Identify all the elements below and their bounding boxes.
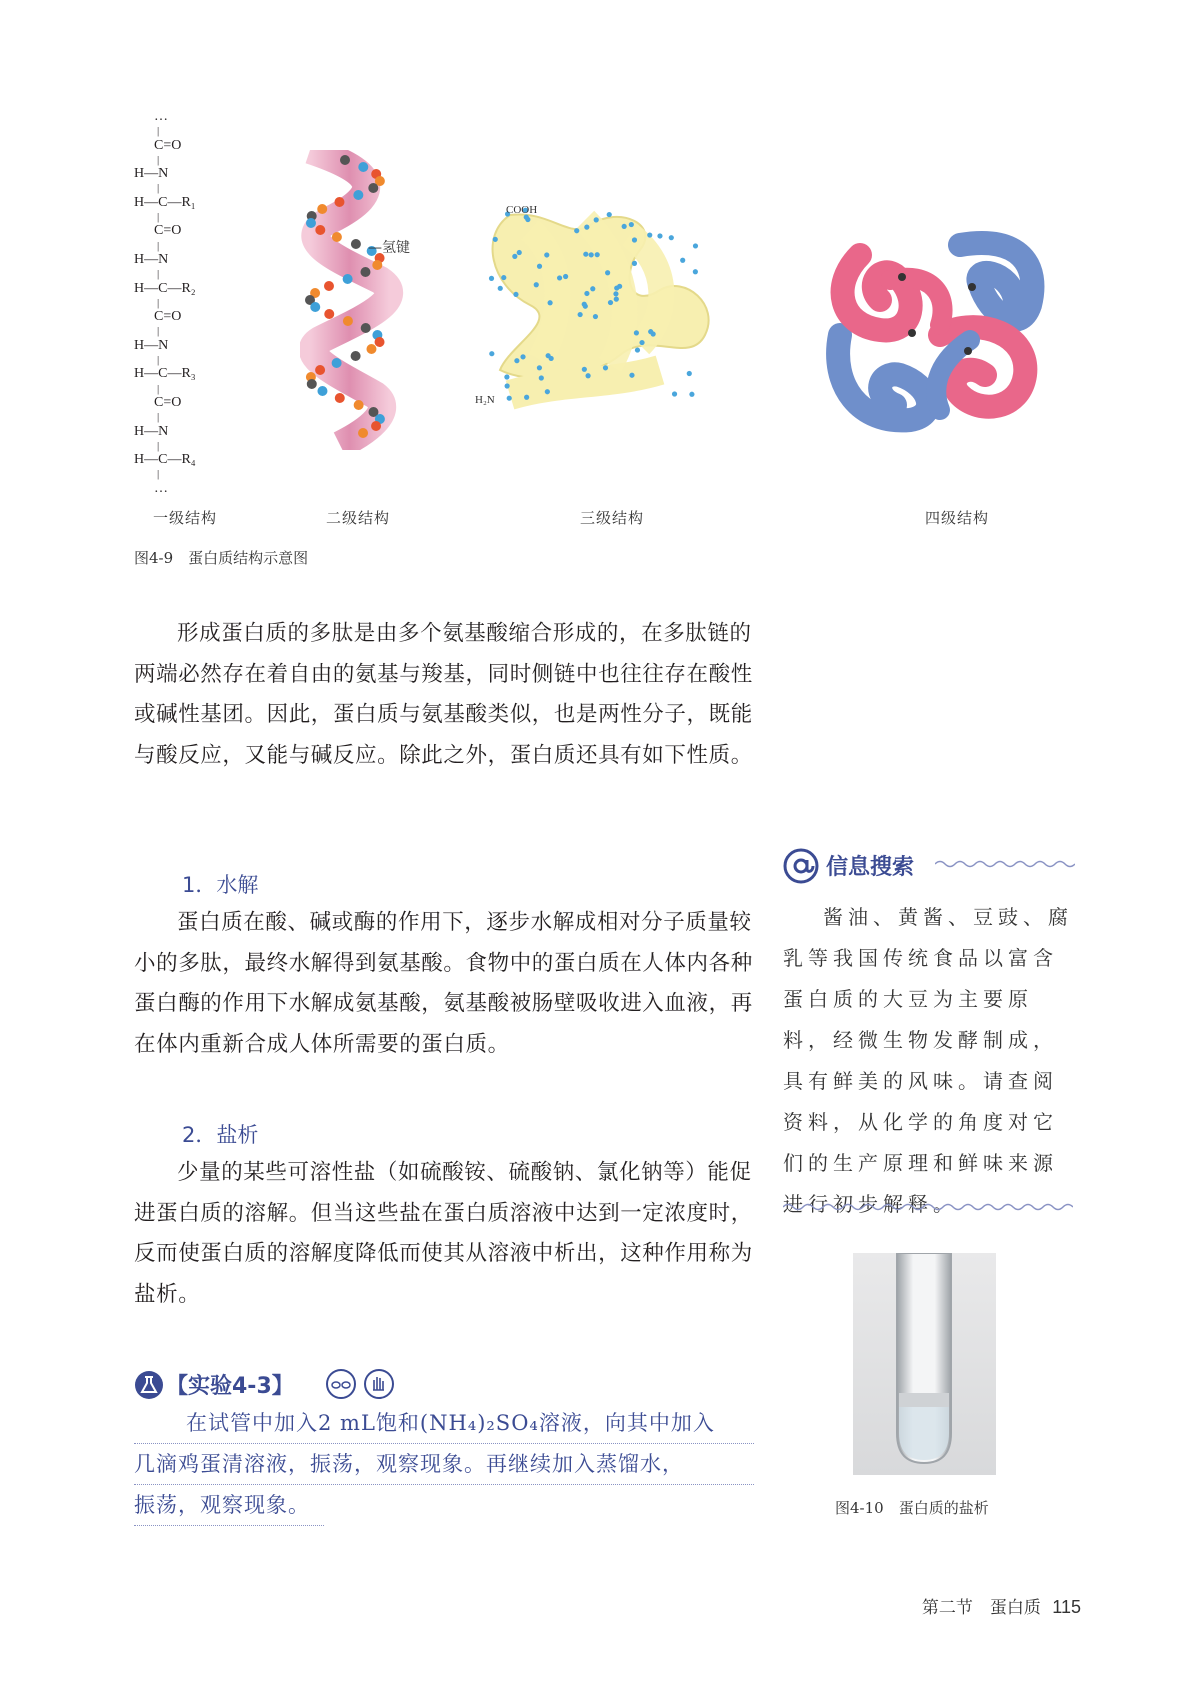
label-primary: 一级结构: [153, 509, 218, 527]
tertiary-atom: [514, 358, 519, 363]
tertiary-atom: [639, 340, 644, 345]
helix-atom: [307, 379, 317, 389]
chain-line: C=O: [154, 394, 182, 410]
flask-icon: [134, 1370, 164, 1400]
helix-atom: [310, 302, 320, 312]
test-tube-photo: [853, 1253, 996, 1475]
helix-atom: [335, 393, 345, 403]
tertiary-atom: [648, 329, 653, 334]
helix-atom: [317, 386, 327, 396]
page-footer: [922, 1593, 1081, 1618]
tertiary-atom: [632, 261, 637, 266]
tertiary-atom: [546, 353, 551, 358]
tertiary-atom: [689, 392, 694, 397]
tertiary-atom: [594, 217, 599, 222]
wave-divider-bottom: [783, 1201, 1073, 1213]
tertiary-atom: [605, 270, 610, 275]
tertiary-atom: [539, 375, 544, 380]
chain-bond: |: [157, 268, 160, 281]
tertiary-atom: [590, 286, 595, 291]
experiment-line-1: 在试管中加入2 mL饱和(NH₄)₂SO₄溶液，向其中加入: [134, 1403, 754, 1444]
h2n-label: H₂N: [475, 394, 495, 406]
hbond-label: —氢键: [368, 240, 410, 256]
goggles-icon: [325, 1368, 357, 1404]
chain-line: H—C—R₄: [134, 452, 196, 468]
helix-atom: [358, 162, 368, 172]
tertiary-atom: [647, 232, 652, 237]
tertiary-atom: [534, 282, 539, 287]
intro-paragraph: 形成蛋白质的多肽是由多个氨基酸缩合形成的，在多肽链的两端必然存在着自由的氨基与羧基，同时侧链中也往往存在酸性或碱性基团。因此，蛋白质与氨基酸类似，也是两性分子，既能与酸反应，又能与碱反应。除此之外，蛋白质还具有如下性质。: [134, 621, 753, 768]
section-2-title: 2．盐析: [182, 1123, 259, 1147]
chain-bond: |: [157, 125, 160, 138]
chain-line: H—C—R₁: [134, 194, 196, 210]
figure-4-10-caption: 图4-10 蛋白质的盐析: [835, 1499, 989, 1517]
info-box-title: 信息搜索: [826, 855, 915, 880]
tertiary-atom: [537, 264, 542, 269]
tertiary-atom: [548, 300, 553, 305]
page-number: 115: [1052, 1597, 1081, 1617]
tertiary-atom: [557, 275, 562, 280]
tertiary-atom: [544, 252, 549, 257]
tertiary-atom: [693, 269, 698, 274]
helix-atom: [375, 337, 385, 347]
helix-atom: [366, 344, 376, 354]
tertiary-atom: [622, 224, 627, 229]
tertiary-atom: [517, 250, 522, 255]
tertiary-atom: [613, 291, 618, 296]
tertiary-atom: [493, 237, 498, 242]
chain-line: H—C—R₃: [134, 366, 196, 382]
helix-atom: [351, 351, 361, 361]
helix-atom: [343, 316, 353, 326]
label-secondary: 二级结构: [326, 509, 391, 527]
helix-atom: [324, 281, 334, 291]
tertiary-atom: [501, 275, 506, 280]
experiment-line-3: 振荡，观察现象。: [134, 1485, 324, 1526]
tertiary-atom: [584, 225, 589, 230]
tertiary-atom: [687, 371, 692, 376]
chain-bond: |: [157, 354, 160, 367]
tertiary-atom: [574, 228, 579, 233]
cooh-label: COOH: [506, 204, 538, 216]
chain-bond: |: [157, 382, 160, 395]
tertiary-atom: [589, 252, 594, 257]
tertiary-atom: [512, 254, 517, 259]
tertiary-atom: [595, 252, 600, 257]
tertiary-atom: [563, 274, 568, 279]
wave-divider-top: [935, 858, 1075, 870]
tertiary-atom: [629, 373, 634, 378]
tertiary-atom: [582, 302, 587, 307]
tertiary-atom: [672, 391, 677, 396]
helix-atom: [351, 239, 361, 249]
tertiary-atom: [608, 300, 613, 305]
tertiary-atom: [593, 314, 598, 319]
section-1-title: 1．水解: [182, 873, 259, 897]
chain-line: H—C—R₂: [134, 280, 196, 296]
tertiary-atom: [617, 284, 622, 289]
tertiary-atom: [632, 237, 637, 242]
helix-atom: [315, 225, 325, 235]
tertiary-atom: [489, 276, 494, 281]
tertiary-structure: [470, 195, 720, 415]
helix-atom: [372, 260, 382, 270]
chain-line: H—N: [134, 423, 169, 439]
experiment-title: 【实验4-3】: [166, 1374, 294, 1399]
tertiary-atom: [634, 330, 639, 335]
chain-bond: |: [157, 325, 160, 338]
tertiary-atom: [614, 297, 619, 302]
chain-bond: |: [157, 411, 160, 424]
tertiary-atom: [507, 396, 512, 401]
helix-atom: [334, 197, 344, 207]
tertiary-atom: [520, 354, 525, 359]
at-sign-icon: [783, 848, 819, 888]
helix-atom: [361, 323, 371, 333]
helix-atom: [358, 428, 368, 438]
experiment-text: [134, 1403, 754, 1526]
helix-atom: [306, 218, 316, 228]
tertiary-atom: [524, 395, 529, 400]
chain-line: C=O: [154, 309, 182, 325]
label-tertiary: 三级结构: [580, 509, 645, 527]
tertiary-atom: [513, 292, 518, 297]
chain-bond: |: [157, 439, 160, 452]
helix-atom: [353, 190, 363, 200]
tertiary-atom: [680, 258, 685, 263]
tertiary-atom: [505, 383, 510, 388]
helix-atom: [315, 365, 325, 375]
tertiary-atom: [635, 347, 640, 352]
section-2-text: 少量的某些可溶性盐（如硫酸铵、硫酸钠、氯化钠等）能促进蛋白质的溶解。但当这些盐在蛋白质溶液中达到一定浓度时，反而使蛋白质的溶解度降低而使其从溶液中析出，这种作用称为盐析。: [134, 1160, 753, 1307]
quaternary-structure: [820, 225, 1050, 440]
tertiary-atom: [584, 291, 589, 296]
tertiary-atom: [657, 233, 662, 238]
chain-bond: |: [157, 182, 160, 195]
tertiary-atom: [498, 286, 503, 291]
tertiary-atom: [537, 365, 542, 370]
helix-atom: [317, 204, 327, 214]
chain-line: C=O: [154, 137, 182, 153]
tertiary-atom: [545, 389, 550, 394]
hand-protection-icon: [363, 1368, 395, 1404]
tertiary-atom: [489, 351, 494, 356]
tertiary-atom: [582, 367, 587, 372]
helix-atom: [354, 400, 364, 410]
tertiary-atom: [629, 222, 634, 227]
chain-bond: |: [157, 153, 160, 166]
helix-atom: [332, 358, 342, 368]
label-quaternary: 四级结构: [925, 509, 990, 527]
chain-bond: |: [157, 296, 160, 309]
helix-atom: [332, 232, 342, 242]
chain-line: H—N: [134, 166, 169, 182]
helix-atom: [340, 155, 350, 165]
tertiary-atom: [693, 243, 698, 248]
tertiary-atom: [583, 252, 588, 257]
chain-bond: |: [157, 239, 160, 252]
helix-atom: [360, 267, 370, 277]
helix-atom: [368, 183, 378, 193]
tertiary-atom: [504, 374, 509, 379]
footer-section: 第二节 蛋白质: [921, 1598, 1041, 1618]
secondary-structure-helix: [300, 150, 440, 450]
helix-atom: [343, 274, 353, 284]
info-box-text: 酱油、黄酱、豆豉、腐乳等我国传统食品以富含蛋白质的大豆为主要原料，经微生物发酵制成，具有鲜美的风味。请查阅资料，从化学的角度对它们的生产原理和鲜味来源进行初步解释。: [783, 905, 1073, 1216]
chain-line: H—N: [134, 251, 169, 267]
tertiary-atom: [578, 312, 583, 317]
chain-bond: |: [157, 211, 160, 224]
tertiary-atom: [585, 373, 590, 378]
primary-structure-chain: [134, 110, 244, 496]
tertiary-atom: [607, 212, 612, 217]
tertiary-atom: [669, 235, 674, 240]
chain-bond: |: [157, 468, 160, 481]
figure-4-9-caption: 图4-9 蛋白质结构示意图: [134, 549, 309, 567]
chain-line: C=O: [154, 223, 182, 239]
experiment-line-2: 几滴鸡蛋清溶液，振荡，观察现象。再继续加入蒸馏水，: [134, 1444, 754, 1485]
section-1-text: 蛋白质在酸、碱或酶的作用下，逐步水解成相对分子质量较小的多肽，最终水解得到氨基酸。食物中的蛋白质在人体内各种蛋白酶的作用下水解成氨基酸，氨基酸被肠壁吸收进入血液，再在体内重新合成人体所需要的蛋白质。: [134, 910, 753, 1057]
chain-line: …: [154, 480, 168, 496]
chain-line: H—N: [134, 337, 169, 353]
chain-line: …: [154, 109, 168, 124]
tertiary-atom: [603, 365, 608, 370]
helix-atom: [324, 309, 334, 319]
helix-atom: [371, 421, 381, 431]
